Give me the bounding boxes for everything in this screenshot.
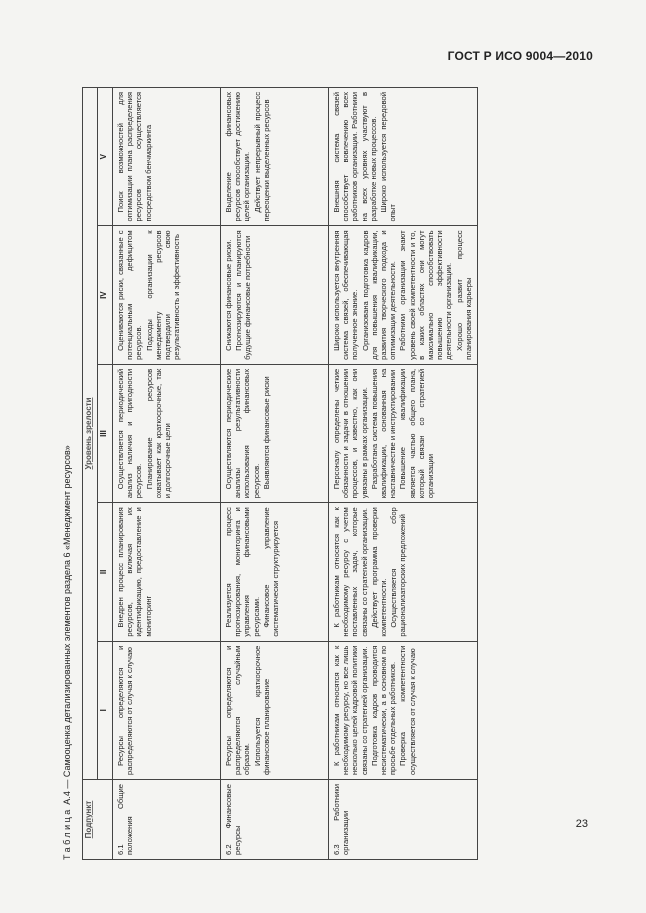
caption-number: А.4 <box>62 791 72 805</box>
cell-paragraph: Ресурсы определяются и распределяются от случая к случаю <box>116 645 135 775</box>
cell-paragraph: Разработана система повышения квалификации, основанная на наставничестве и инструктировании <box>369 368 398 499</box>
cell-paragraph: Выделение финансовых ресурсов способствует достижению целей организации. <box>224 92 252 222</box>
table-cell <box>329 503 478 641</box>
table-cell <box>221 226 329 364</box>
cell-paragraph: Выявляются финансовые риски <box>261 376 271 490</box>
table-cell <box>221 364 329 502</box>
cell-paragraph: Повышение квалификации является частью общего плана, который связан со стратегией организации <box>398 368 436 499</box>
caption-text: — Самооценка детализированных элементов раздела 6 «Менеджмент ресурсов» <box>62 445 72 789</box>
cell-paragraph: Осуществляются периодические анализы результативности использования финансовых ресурсов. <box>224 368 261 499</box>
cell-paragraph: Оцениваются риски, связанные с потенциальным дефицитом ресурсов. <box>116 230 144 360</box>
cell-paragraph: Осуществляется сбор рационализаторских предложений <box>389 507 408 637</box>
table-cell <box>329 641 478 779</box>
header-level: I <box>98 641 113 779</box>
table-row <box>221 88 329 860</box>
header-level: IV <box>98 226 113 364</box>
cell-paragraph: Поиск возможностей для оптимизации плана распределения ресурсов осуществляется посредством бенчмаркинга <box>116 92 153 222</box>
table-cell <box>113 641 221 779</box>
table-cell <box>113 226 221 364</box>
header-level: II <box>98 503 113 641</box>
cell-paragraph: Персоналу определены четкие обязанности и задачи в отношении процессов, и известно, как они увязаны в рамках организации. <box>332 368 369 499</box>
table-cell <box>221 641 329 779</box>
rotated-table-area <box>60 87 590 860</box>
cell-paragraph: Работники организации знают уровень своей компетентности и то, в каких областях они могут максимально способствовать повышению эффективности деятельности организации. <box>398 230 454 360</box>
cell-paragraph: Организована подготовка кадров для повышения квалификации, развития творческого подхода и оптимизации деятельности. <box>360 230 398 360</box>
cell-paragraph: Осуществляется периодический анализ наличия и пригодности ресурсов. <box>116 368 144 499</box>
row-subject-text: 6.2 Финансовые ресурсы <box>224 784 243 855</box>
table-caption <box>62 445 72 860</box>
table-row <box>113 88 221 860</box>
table-cell <box>329 364 478 502</box>
row-subject-text: 6.1 Общие положения <box>116 784 135 855</box>
cell-paragraph: Хорошо развит процесс планирования карьеры <box>454 230 473 360</box>
caption-prefix: Таблица <box>62 807 72 860</box>
table-cell <box>329 226 478 364</box>
table-cell <box>221 88 329 226</box>
cell-paragraph: К работникам относятся как к необходимому ресурсу, но все лишь несколько целей кадровой политики связаны со стратегией организации. <box>332 645 369 775</box>
header-levels-group: Уровень зрелости <box>83 88 98 780</box>
table-cell <box>113 503 221 641</box>
cell-paragraph: Финансовое управление систематически структурируется <box>261 507 281 637</box>
maturity-table <box>82 87 478 860</box>
header-level: V <box>98 88 113 226</box>
cell-paragraph: Подходы организации к менеджменту ресурсов подтвердили свою результативность и эффективность <box>144 230 182 360</box>
cell-paragraph: Ресурсы определяются и распределяются случайным образом. <box>224 645 252 775</box>
row-subject <box>113 780 221 860</box>
cell-paragraph: Действует непрерывный процесс переоценки выделенных ресурсов <box>252 92 271 222</box>
cell-paragraph: Планирование ресурсов охватывает как краткосрочные, так и долгосрочные цели <box>144 368 173 499</box>
cell-paragraph: Подготовка кадров проводится несистематически, а в основном по просьбе отдельных работников. <box>369 645 398 775</box>
header-level: III <box>98 364 113 502</box>
cell-paragraph: Внешняя система связей способствует вовлечению всех работников организации. Работники на всех уровнях участвуют в разработке новых процессов. <box>332 92 378 222</box>
cell-paragraph: Снижаются финансовые риски. <box>224 239 233 351</box>
table-cell <box>221 503 329 641</box>
cell-paragraph: К работникам относятся как к необходимому ресурсу с учетом поставленных задач, которые связаны со стратегией организации. <box>332 507 369 637</box>
cell-paragraph: Используется краткосрочное финансовое планирование <box>252 645 271 775</box>
standard-header: ГОСТ Р ИСО 9004—2010 <box>447 49 593 63</box>
table-cell <box>113 88 221 226</box>
cell-paragraph: Широко используется внутренняя система связей, обеспечивающая полученное знание. <box>332 230 360 360</box>
row-subject <box>329 780 478 860</box>
row-subject <box>221 780 329 860</box>
table-row <box>329 88 478 860</box>
cell-paragraph: Внедрен процесс планирования ресурсов, включая их идентификацию, предоставление и мониторинг <box>116 507 153 637</box>
cell-paragraph: Проверка компетентности осуществляется от случая к случаю <box>398 645 417 775</box>
page-number: 23 <box>575 818 588 830</box>
cell-paragraph: Реализуется процесс прогнозирования, мониторинга и управления финансовыми ресурсами. <box>224 507 261 637</box>
row-subject-text: 6.3 Работники организации <box>332 784 351 855</box>
table-cell <box>113 364 221 502</box>
cell-paragraph: Широко используется передовой опыт <box>379 92 398 222</box>
table-cell <box>329 88 478 226</box>
cell-paragraph: Прогнозируются и планируются будущие финансовые потребности <box>234 230 253 360</box>
header-subject: Подпункт <box>83 780 113 860</box>
cell-paragraph: Действует программа проверки компетентности. <box>369 507 389 637</box>
